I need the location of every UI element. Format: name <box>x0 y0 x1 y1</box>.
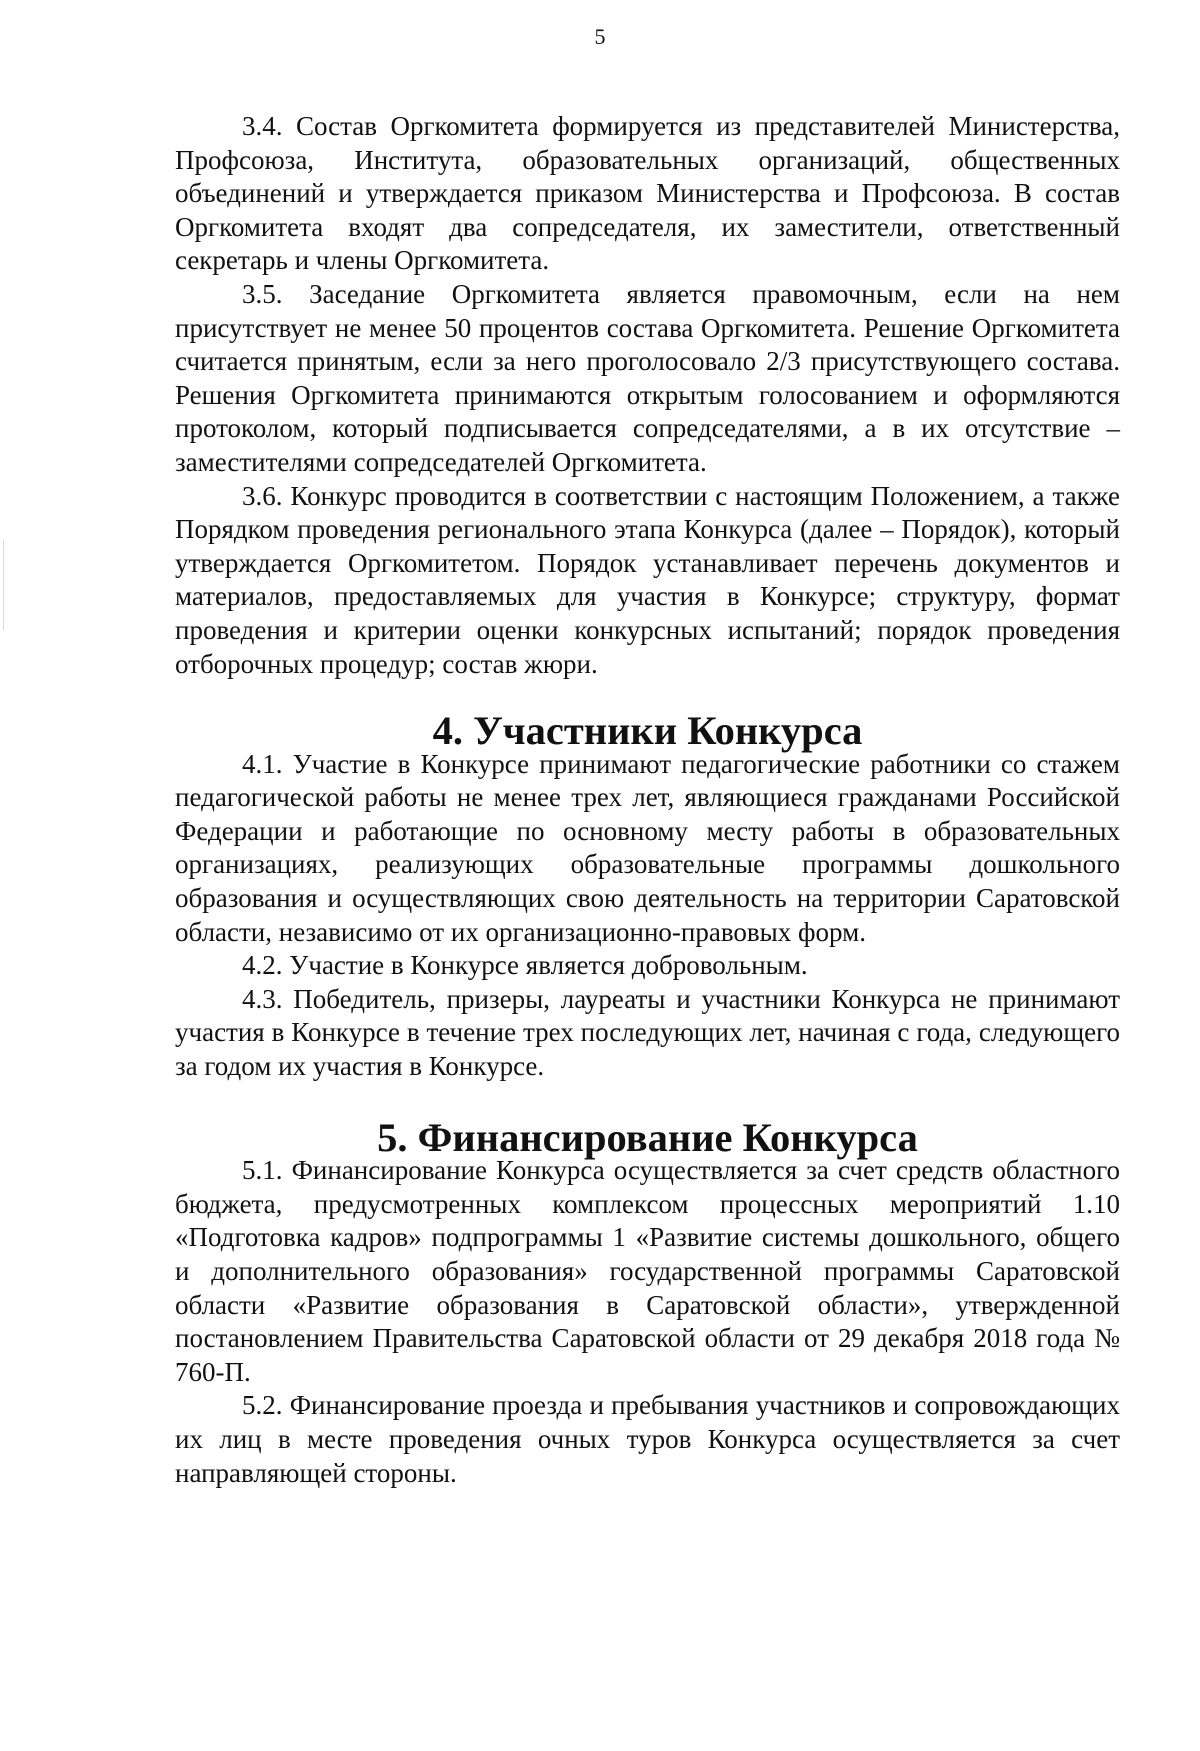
paragraph-3-4: 3.4. Состав Оргкомитета формируется из представителей Министерства, Профсоюза, Института, образовательных организаций, общественных объединений и утверждается приказом Министерства и Профсоюза. В состав Оргкомитета входят два сопредседателя, их заместители, ответственный секретарь и члены Оргкомитета. <box>175 111 1120 276</box>
paragraph-5-1: 5.1. Финансирование Конкурса осуществляется за счет средств областного бюджета, предусмотренных комплексом процессных мероприятий 1.10 «Подготовка кадров» подпрограммы 1 «Развитие системы дошкольного, общего и дополнительного образования» государственной программы Саратовской области «Развитие образования в Саратовской области», утвержденной постановлением Правительства Саратовской области от 29 декабря 2018 года № 760-П. <box>175 1155 1120 1387</box>
page-number: 5 <box>594 24 606 49</box>
paragraph-4-2: 4.2. Участие в Конкурсе является добровольным. <box>242 950 808 981</box>
section-heading-participants: 4. Участники Конкурса <box>432 708 863 754</box>
paragraph-3-6: 3.6. Конкурс проводится в соответствии с настоящим Положением, а также Порядком проведения регионального этапа Конкурса (далее – Порядок), который утверждается Оргкомитетом. Порядок устанавливает перечень документов и материалов, предоставляемых для участия в Конкурсе; структуру, формат проведения и критерии оценки конкурсных испытаний; порядок проведения отборочных процедур; состав жюри. <box>175 480 1120 679</box>
paragraph-5-2: 5.2. Финансирование проезда и пребывания участников и сопровождающих их лиц в месте проведения очных туров Конкурса осуществляется за счет направляющей стороны. <box>175 1390 1120 1488</box>
document-body <box>175 110 1120 1490</box>
paragraph-4-1: 4.1. Участие в Конкурсе принимают педагогические работники со стажем педагогической работы не менее трех лет, являющиеся гражданами Российской Федерации и работающие по основному месту работы в образовательных организациях, реализующих образовательные программы дошкольного образования и осуществляющих свою деятельность на территории Саратовской области, независимо от их организационно-правовых форм. <box>175 748 1120 947</box>
paragraph-4-3: 4.3. Победитель, призеры, лауреаты и участники Конкурса не принимают участия в Конкурсе в течение трех последующих лет, начиная с года, следующего за годом их участия в Конкурсе. <box>175 983 1120 1082</box>
scan-edge-mark <box>3 540 4 630</box>
paragraph-3-5: 3.5. Заседание Оргкомитета является правомочным, если на нем присутствует не менее 50 процентов состава Оргкомитета. Решение Оргкомитета считается принятым, если за него проголосовало 2/3 присутствующего состава. Решения Оргкомитета принимаются открытым голосованием и оформляются протоколом, который подписывается сопредседателями, а в их отсутствие – заместителями сопредседателей Оргкомитета. <box>175 278 1120 477</box>
section-heading-financing: 5. Финансирование Конкурса <box>377 1114 918 1160</box>
